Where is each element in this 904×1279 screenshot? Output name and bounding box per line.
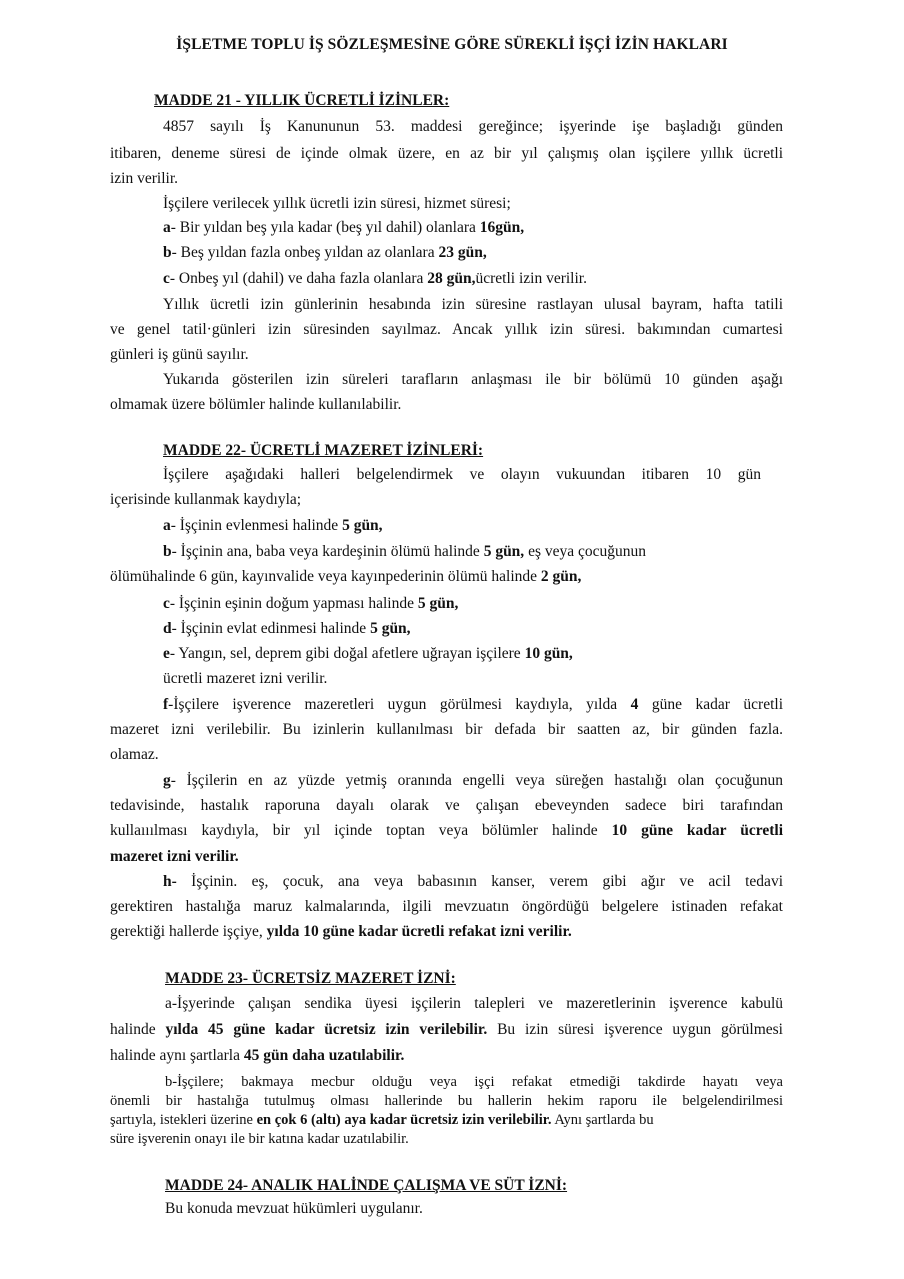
article-22-item-a: a- İşçinin evlenmesi halinde 5 gün, [163,517,383,534]
article-21-paragraph-line: izin verilir. [110,170,179,187]
article-21-item-a: a- Bir yıldan beş yıla kadar (beş yıl dahil) olanlara 16gün, [163,219,525,236]
article-23-paragraph-line: şartıyla, istekleri üzerine en çok 6 (altı) aya kadar ücretsiz izin verilebilir. Aynı şartlarda bu [110,1112,654,1128]
article-23-paragraph-line: süre işverenin onayı ile bir katına kadar uzatılabilir. [110,1131,409,1147]
article-21-paragraph-line: Yukarıda gösterilen izin süreleri tarafların anlaşması ile bir bölümü 10 günden aşağı [163,371,783,388]
article-24-paragraph: Bu konuda mevzuat hükümleri uygulanır. [165,1200,423,1217]
article-22-item-c: c- İşçinin eşinin doğum yapması halinde 5 gün, [163,595,459,612]
article-21-paragraph-line: İşçilere verilecek yıllık ücretli izin süresi, hizmet süresi; [163,195,511,212]
article-22-paragraph-line: İşçilere aşağıdaki halleri belgelendirmek ve olayın vukuundan itibaren 10 gün [163,466,761,483]
article-22-item-e-continued: ücretli mazeret izni verilir. [163,670,328,687]
article-22-item-b: b- İşçinin ana, baba veya kardeşinin ölümü halinde 5 gün, eş veya çocuğunun [163,543,646,560]
article-21-paragraph-line: Yıllık ücretli izin günlerinin hesabında izin süresine rastlayan ulusal bayram, hafta tatili [163,296,783,313]
article-21-item-b: b- Beş yıldan fazla onbeş yıldan az olanlara 23 gün, [163,244,487,261]
article-21-paragraph-line: 4857 sayılı İş Kanununun 53. maddesi gereğince; işyerinde işe başladığı günden [163,118,783,135]
article-22-paragraph-line: mazeret izni verilir. [110,848,239,865]
article-21-paragraph-line: günleri iş günü sayılır. [110,346,249,363]
article-22-paragraph-line: mazeret izni verilebilir. Bu izinlerin kullanılması bir defada bir saatten az, bir günden fazla. [110,721,783,738]
article-23-paragraph-line: halinde aynı şartlarla 45 gün daha uzatılabilir. [110,1047,405,1064]
article-23-paragraph-line: önemli bir hastalığa tutulmuş olması hallerinde bu hallerin hekim raporu ile belgelendirilmesi [110,1093,783,1109]
article-21-heading: MADDE 21 - YILLIK ÜCRETLİ İZİNLER: [154,92,450,109]
article-22-paragraph-line: içerisinde kullanmak kaydıyla; [110,491,302,508]
article-21-paragraph-line: itibaren, deneme süresi de içinde olmak üzere, en az bir yıl çalışmış olan işçilere yıllık ücretli [110,145,783,162]
document-title: İŞLETME TOPLU İŞ SÖZLEŞMESİNE GÖRE SÜREKLİ İŞÇİ İZİN HAKLARI [176,36,728,53]
article-24-heading: MADDE 24- ANALIK HALİNDE ÇALIŞMA VE SÜT İZNİ: [165,1177,568,1194]
article-23-paragraph-line: halinde yılda 45 güne kadar ücretsiz izin verilebilir. Bu izin süresi işverence uygun görülmesi [110,1021,783,1038]
article-22-item-b-continued: ölümühalinde 6 gün, kayınvalide veya kayınpederinin ölümü halinde 2 gün, [110,568,582,585]
article-21-paragraph-line: olmamak üzere bölümler halinde kullanılabilir. [110,396,402,413]
article-22-paragraph-line: gerektiren hastalığa maruz kalmalarında, ilgili mevzuatın öngördüğü belgelere istinaden refakat [110,898,783,915]
article-22-paragraph-line: tedavisinde, hastalık raporuna dayalı olarak ve çalışan ebeveynden sadece biri tarafından [110,797,783,814]
article-23-item-a: a-İşyerinde çalışan sendika üyesi işçilerin talepleri ve mazeretlerinin işverence kabulü [165,995,783,1012]
article-22-paragraph-line: olamaz. [110,746,159,763]
article-22-item-e: e- Yangın, sel, deprem gibi doğal afetlere uğrayan işçilere 10 gün, [163,645,573,662]
article-22-item-d: d- İşçinin evlat edinmesi halinde 5 gün, [163,620,411,637]
article-22-heading: MADDE 22- ÜCRETLİ MAZERET İZİNLERİ: [163,442,484,459]
article-21-paragraph-line: ve genel tatil·günleri izin süresinden sayılmaz. Ancak yıllık izin süresi. bakımından cumartesi [110,321,783,338]
article-22-paragraph-line: gerektiği hallerde işçiye, yılda 10 güne kadar ücretli refakat izni verilir. [110,923,572,940]
article-23-item-b: b-İşçilere; bakmaya mecbur olduğu veya işçi refakat etmediği takdirde hayatı veya [165,1074,783,1090]
article-22-item-f: f-İşçilere işverence mazeretleri uygun görülmesi kaydıyla, yılda 4 güne kadar ücretli [163,696,784,713]
article-21-item-c: c- Onbeş yıl (dahil) ve daha fazla olanlara 28 gün,ücretli izin verilir. [163,270,587,287]
article-23-heading: MADDE 23- ÜCRETSİZ MAZERET İZNİ: [165,970,456,987]
article-22-item-g: g- İşçilerin en az yüzde yetmiş oranında engelli veya süreğen hastalığı olan çocuğunun [163,772,783,789]
article-22-paragraph-line: kullaııılması kaydıyla, bir yıl içinde toptan veya bölümler halinde 10 güne kadar ücretli [110,822,783,839]
article-22-item-h: h- İşçinin. eş, çocuk, ana veya babasının kanser, verem gibi ağır ve acil tedavi [163,873,783,890]
